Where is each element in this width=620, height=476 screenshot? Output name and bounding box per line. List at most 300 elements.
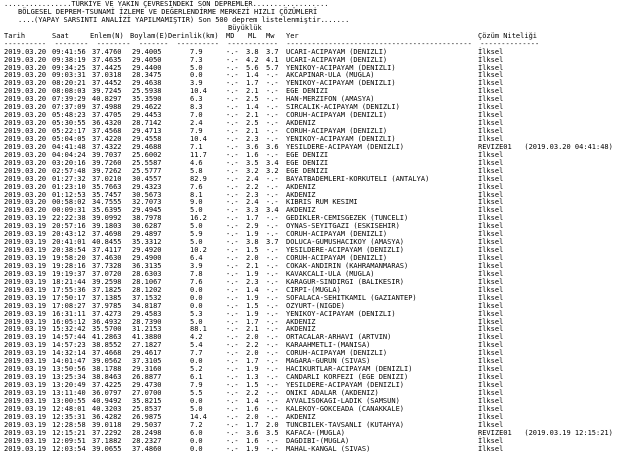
cell-date: 2019.03.19 [4, 277, 47, 286]
cell-md: -.- [226, 357, 239, 366]
cell-ml: 1.6 [246, 150, 259, 159]
cell-depth: 0.0 [190, 357, 203, 366]
cell-mw: -.- [266, 317, 279, 326]
cell-date: 2019.03.19 [4, 285, 47, 294]
cell-date: 2019.03.20 [4, 190, 47, 199]
cell-date: 2019.03.20 [4, 142, 47, 151]
cell-date: 2019.03.19 [4, 341, 47, 350]
cell-lat: 40.8455 [92, 238, 122, 247]
cell-place: AKDENIZ [286, 206, 316, 215]
cell-ml: 1.9 [246, 444, 259, 453]
cell-lon: 29.3160 [132, 365, 162, 374]
cell-ml: 1.4 [246, 71, 259, 80]
cell-quality: İlksel [478, 103, 504, 112]
cell-quality: İlksel [478, 381, 504, 389]
cell-lon: 29.4400 [132, 63, 162, 72]
cell-place: KAVAKCALI-ULA (MUGLA) [286, 269, 375, 278]
banner-subtitle: BÖLGESEL DEPREM-TSUNAMİ İZLEME VE DEĞERLENDİRME MERKEZİ HIZLI ÇÖZÜMLERİ [18, 7, 318, 16]
cell-ml: 3.6 [246, 142, 259, 151]
cell-time: 13:25:34 [52, 373, 86, 382]
cell-ml: 1.4 [246, 103, 259, 112]
cell-place: AKDENIZ [286, 317, 316, 326]
cell-md: -.- [226, 182, 239, 191]
cell-lon: 38.7978 [132, 214, 162, 223]
cell-time: 18:21:44 [52, 277, 86, 286]
cell-lat: 35.7663 [92, 182, 122, 191]
cell-quality: İlksel [478, 341, 504, 350]
cell-mw: -.- [266, 254, 279, 262]
cell-lat: 37.4668 [92, 349, 122, 358]
cell-lat: 39.7037 [92, 150, 122, 159]
cell-place: ORTACALAR-ARHAVI (ARTVIN) [286, 333, 392, 342]
cell-time: 05:04:05 [52, 134, 86, 143]
cell-depth: 5.8 [190, 166, 203, 175]
cell-depth: 10.2 [190, 246, 207, 255]
cell-lat: 37.9785 [92, 301, 122, 310]
cell-place: YENIKOY-ACIPAYAM (DENIZLI) [286, 134, 396, 143]
cell-place: AYVALISOKAGI-LADIK (SAMSUN) [286, 396, 400, 405]
cell-place: EGE DENIZI [286, 87, 329, 96]
cell-time: 05:22:17 [52, 127, 86, 135]
cell-place: MAGARA-GURUN (SIVAS) [286, 357, 371, 366]
cell-lon: 41.3880 [132, 333, 162, 342]
cell-mw: -.- [266, 381, 279, 389]
cell-date: 2019.03.20 [4, 158, 47, 167]
cell-date: 2019.03.20 [4, 63, 47, 72]
cell-time: 16:31:11 [52, 309, 86, 318]
cell-quality: İlksel [478, 309, 504, 318]
cell-mw: -.- [266, 71, 279, 80]
cell-md: -.- [226, 55, 239, 64]
cell-time: 12:15:21 [52, 428, 86, 437]
cell-quality: İlksel [478, 420, 504, 429]
cell-date: 2019.03.19 [4, 333, 47, 342]
cell-lon: 26.8877 [132, 373, 162, 382]
cell-quality: İlksel [478, 254, 504, 262]
cell-lon: 28.1067 [132, 277, 162, 286]
cell-place: AKCAPINAR-ULA (MUGLA) [286, 71, 375, 80]
cell-quality: İlksel [478, 79, 504, 88]
column-header-time: Saat [52, 31, 69, 40]
cell-lat: 39.7260 [92, 158, 122, 167]
cell-md: -.- [226, 293, 239, 302]
cell-md: -.- [226, 206, 239, 215]
cell-mw: -.- [266, 436, 279, 445]
cell-mw: -.- [266, 293, 279, 302]
cell-ml: 2.2 [246, 182, 259, 191]
cell-quality: İlksel [478, 349, 504, 358]
cell-date: 2019.03.19 [4, 246, 47, 255]
cell-time: 14:57:44 [52, 333, 86, 342]
cell-md: -.- [226, 111, 239, 120]
cell-lon: 30.5673 [132, 190, 162, 199]
cell-md: -.- [226, 119, 239, 128]
cell-place: KARAGUR-SINDIRGI (BALIKESIR) [286, 277, 405, 286]
cell-ml: 3.8 [246, 47, 259, 56]
cell-depth: 8.1 [190, 190, 203, 199]
cell-time: 07:39:29 [52, 95, 86, 104]
cell-lat: 36.4282 [92, 412, 122, 421]
cell-date: 2019.03.20 [4, 182, 47, 191]
cell-lon: 25.8537 [132, 404, 162, 413]
cell-time: 07:37:09 [52, 103, 86, 112]
cell-date: 2019.03.20 [4, 103, 47, 112]
cell-ml: 1.5 [246, 381, 259, 389]
cell-lat: 40.3203 [92, 404, 122, 413]
banner-line-3 [4, 17, 620, 25]
cell-lat: 37.4273 [92, 309, 122, 318]
cell-ml: 1.6 [246, 436, 259, 445]
cell-lat: 39.2598 [92, 277, 122, 286]
cell-place: AKDENIZ [286, 325, 316, 334]
cell-time: 02:57:48 [52, 166, 86, 175]
cell-mw: 3.4 [266, 206, 279, 215]
cell-lat: 39.1803 [92, 222, 122, 231]
cell-date: 2019.03.20 [4, 111, 47, 120]
cell-place: YENIKOY-ACIPAYAM (DENIZLI) [286, 309, 396, 318]
cell-depth: 82.9 [190, 174, 207, 183]
cell-mw: -.- [266, 214, 279, 223]
cell-lon: 29.4005 [132, 47, 162, 56]
cell-depth: 0.0 [190, 293, 203, 302]
cell-date: 2019.03.19 [4, 365, 47, 374]
cell-depth: 5.4 [190, 341, 203, 350]
cell-ml: 1.4 [246, 396, 259, 405]
cell-lat: 38.8463 [92, 373, 122, 382]
cell-lat: 36.4932 [92, 317, 122, 326]
cell-lat: 36.4320 [92, 119, 122, 128]
cell-quality: İlksel [478, 214, 504, 223]
cell-depth: 5.5 [190, 388, 203, 397]
cell-quality: İlksel [478, 412, 504, 421]
cell-date: 2019.03.19 [4, 420, 47, 429]
cell-place: SIRCALIK-ACIPAYAM (DENIZLI) [286, 103, 400, 112]
cell-depth: 5.0 [190, 206, 203, 215]
cell-ml: 2.0 [246, 333, 259, 342]
cell-place: TUNCBILEK-TAVSANLI (KUTAHYA) [286, 420, 405, 429]
cell-ml: 2.9 [246, 222, 259, 231]
cell-place: CORUH-ACIPAYAM (DENIZLI) [286, 349, 388, 358]
cell-lat: 37.4322 [92, 142, 122, 151]
cell-time: 08:08:03 [52, 87, 86, 96]
cell-md: -.- [226, 444, 239, 453]
cell-lat: 37.0210 [92, 174, 122, 183]
cell-lon: 28.7142 [132, 119, 162, 128]
cell-depth: 4.6 [190, 158, 203, 167]
cell-quality: İlksel [478, 150, 504, 159]
cell-md: -.- [226, 373, 239, 382]
cell-quality: İlksel [478, 261, 504, 270]
cell-date: 2019.03.19 [4, 269, 47, 278]
cell-mw: -.- [266, 111, 279, 120]
cell-mw: -.- [266, 341, 279, 350]
cell-lat: 37.4630 [92, 254, 122, 262]
cell-depth: 7.0 [190, 111, 203, 120]
cell-quality: İlksel [478, 436, 504, 445]
cell-place: CIRPI-(MUGLA) [286, 285, 341, 294]
cell-md: -.- [226, 396, 239, 405]
cell-md: -.- [226, 412, 239, 421]
cell-md: -.- [226, 309, 239, 318]
cell-time: 01:27:32 [52, 174, 86, 183]
cell-md: -.- [226, 230, 239, 239]
cell-ml: 2.3 [246, 134, 259, 143]
cell-quality: İlksel [478, 174, 504, 183]
cell-date: 2019.03.20 [4, 87, 47, 96]
cell-ml: 2.3 [246, 190, 259, 199]
cell-ml: 1.4 [246, 285, 259, 294]
cell-lon: 29.4050 [132, 55, 162, 64]
cell-lat: 39.7262 [92, 166, 122, 175]
cell-md: -.- [226, 261, 239, 270]
cell-depth: 7.1 [190, 142, 203, 151]
cell-md: -.- [226, 388, 239, 397]
cell-lat: 39.0118 [92, 420, 122, 429]
cell-lat: 35.5700 [92, 325, 122, 334]
cell-date: 2019.03.20 [4, 79, 47, 88]
cell-depth: 11.7 [190, 150, 207, 159]
cell-depth: 2.4 [190, 119, 203, 128]
cell-time: 09:38:19 [52, 55, 86, 64]
cell-time: 12:35:31 [52, 412, 86, 421]
cell-mw: -.- [266, 127, 279, 135]
cell-depth: 7.7 [190, 349, 203, 358]
cell-date: 2019.03.19 [4, 261, 47, 270]
cell-depth: 0.0 [190, 436, 203, 445]
column-header-depth: Derinlik(km) [168, 31, 219, 40]
cell-depth: 6.3 [190, 95, 203, 104]
cell-depth: 7.6 [190, 277, 203, 286]
cell-time: 15:32:42 [52, 325, 86, 334]
cell-date: 2019.03.19 [4, 222, 47, 231]
cell-time: 08:20:21 [52, 79, 86, 88]
cell-date: 2019.03.19 [4, 309, 47, 318]
cell-ml: 1.7 [246, 357, 259, 366]
cell-lon: 30.6287 [132, 222, 162, 231]
cell-md: -.- [226, 190, 239, 199]
cell-place: AKDENIZ [286, 182, 316, 191]
cell-md: -.- [226, 285, 239, 294]
cell-time: 20:41:01 [52, 238, 86, 247]
cell-lat: 40.9492 [92, 396, 122, 405]
cell-date: 2019.03.20 [4, 47, 47, 56]
cell-depth: 4.2 [190, 333, 203, 342]
cell-lon: 29.4920 [132, 246, 162, 255]
cell-place: MAHAL-KANGAL (SIVAS) [286, 444, 371, 453]
banner-title: ................TÜRKİYE VE YAKIN ÇEVRESİNDEKİ SON DEPREMLER.................. [4, 0, 329, 8]
cell-ml: 3.8 [246, 238, 259, 247]
cell-quality: İlksel [478, 365, 504, 374]
cell-lat: 37.4452 [92, 79, 122, 88]
cell-date: 2019.03.20 [4, 71, 47, 80]
cell-mw: -.- [266, 182, 279, 191]
cell-time: 04:04:24 [52, 150, 86, 159]
cell-mw: -.- [266, 269, 279, 278]
column-header-date: Tarih [4, 31, 26, 40]
cell-mw: -.- [266, 404, 279, 413]
cell-ml: 2.5 [246, 119, 259, 128]
cell-date: 2019.03.19 [4, 325, 47, 334]
cell-time: 19:58:20 [52, 254, 86, 262]
cell-place: KIBRIS RUM KESIMI [286, 198, 358, 207]
cell-time: 20:57:16 [52, 222, 86, 231]
cell-mw: -.- [266, 230, 279, 239]
cell-lon: 29.4453 [132, 111, 162, 120]
cell-ml: 5.6 [246, 63, 259, 72]
cell-date: 2019.03.19 [4, 230, 47, 239]
cell-place: DAGDIBI-(MUGLA) [286, 436, 350, 445]
cell-time: 13:00:55 [52, 396, 86, 405]
cell-md: -.- [226, 134, 239, 143]
cell-lat: 39.0655 [92, 444, 122, 453]
cell-md: -.- [226, 254, 239, 262]
cell-md: -.- [226, 325, 239, 334]
cell-mw: 4.1 [266, 55, 279, 64]
cell-time: 17:50:17 [52, 293, 86, 302]
cell-place: COKAK-ANDIRIN (KAHRAMANMARAS) [286, 261, 409, 270]
cell-lat: 37.0720 [92, 269, 122, 278]
cell-lon: 35.3312 [132, 238, 162, 247]
cell-date: 2019.03.19 [4, 388, 47, 397]
cell-ml: 2.4 [246, 198, 259, 207]
cell-lat: 35.7457 [92, 190, 122, 199]
cell-time: 00:09:31 [52, 206, 86, 215]
cell-lat: 38.1788 [92, 365, 122, 374]
cell-quality: İlksel [478, 222, 504, 231]
cell-time: 19:19:37 [52, 269, 86, 278]
cell-place: EGE DENIZI [286, 150, 329, 159]
cell-quality: İlksel [478, 111, 504, 120]
cell-mw: -.- [266, 309, 279, 318]
cell-md: -.- [226, 63, 239, 72]
column-header-ml: ML [248, 31, 257, 40]
cell-lon: 26.9875 [132, 412, 162, 421]
cell-mw: 2.0 [266, 420, 279, 429]
cell-ml: 1.3 [246, 373, 259, 382]
cell-lon: 28.7390 [132, 317, 162, 326]
cell-date: 2019.03.20 [4, 166, 47, 175]
cell-time: 13:20:49 [52, 381, 86, 389]
cell-mw: -.- [266, 246, 279, 255]
cell-md: -.- [226, 222, 239, 231]
cell-lat: 37.0318 [92, 71, 122, 80]
cell-depth: 8.3 [190, 103, 203, 112]
cell-date: 2019.03.20 [4, 95, 47, 104]
cell-lat: 37.7328 [92, 261, 122, 270]
cell-depth: 14.4 [190, 412, 207, 421]
cell-quality: İlksel [478, 277, 504, 286]
cell-place: ONIKI ADALAR (AKDENIZ) [286, 388, 379, 397]
cell-time: 04:41:48 [52, 142, 86, 151]
cell-quality: İlksel [478, 285, 504, 294]
cell-depth: 5.0 [190, 317, 203, 326]
cell-time: 13:50:56 [52, 365, 86, 374]
cell-time: 01:12:53 [52, 190, 86, 199]
cell-lon: 35.3590 [132, 95, 162, 104]
cell-quality: İlksel [478, 190, 504, 199]
cell-md: -.- [226, 436, 239, 445]
cell-lon: 29.4617 [132, 349, 162, 358]
cell-depth: 3.9 [190, 261, 203, 270]
cell-quality: İlksel [478, 127, 504, 135]
cell-place: YESILDERE-ACIPAYAM (DENIZLI) [286, 381, 405, 389]
cell-lat: 37.4705 [92, 111, 122, 120]
cell-mw: -.- [266, 174, 279, 183]
cell-place: YENIKOY-ACIPAYAM (DENIZLI) [286, 63, 396, 72]
cell-lon: 29.4713 [132, 127, 162, 135]
cell-lon: 28.2498 [132, 428, 162, 437]
cell-md: -.- [226, 238, 239, 247]
cell-md: -.- [226, 277, 239, 286]
cell-place: OZYURT-(NIGDE) [286, 301, 346, 310]
cell-ml: 3.2 [246, 166, 259, 175]
cell-ml: 2.0 [246, 412, 259, 421]
cell-time: 12:03:54 [52, 444, 86, 453]
cell-time: 00:58:02 [52, 198, 86, 207]
cell-mw: -.- [266, 285, 279, 294]
cell-place: OYNAS-SEYITGAZI (ESKISEHIR) [286, 222, 400, 231]
cell-ml: 4.2 [246, 55, 259, 64]
cell-quality: İlksel [478, 119, 504, 128]
cell-ml: 2.5 [246, 95, 259, 104]
cell-lon: 28.6303 [132, 269, 162, 278]
cell-date: 2019.03.20 [4, 55, 47, 64]
cell-time: 14:57:23 [52, 341, 86, 350]
cell-date: 2019.03.19 [4, 357, 47, 366]
cell-lon: 32.7073 [132, 198, 162, 207]
cell-mw: -.- [266, 444, 279, 453]
cell-lat: 37.4635 [92, 55, 122, 64]
cell-mw: -.- [266, 261, 279, 270]
cell-ml: 2.1 [246, 111, 259, 120]
cell-quality: İlksel [478, 166, 504, 175]
cell-lon: 29.4945 [132, 206, 162, 215]
cell-date: 2019.03.19 [4, 412, 47, 421]
cell-time: 03:20:16 [52, 158, 86, 167]
cell-depth: 0.0 [190, 301, 203, 310]
cell-lon: 25.5938 [132, 87, 162, 96]
cell-place: UCARI-ACIPAYAM (DENIZLI) [286, 55, 388, 64]
cell-mw: 3.4 [266, 158, 279, 167]
cell-place: AKDENIZ [286, 190, 316, 199]
cell-depth: 3.9 [190, 79, 203, 88]
cell-time: 17:08:27 [52, 301, 86, 310]
cell-quality: İlksel [478, 198, 504, 207]
cell-mw: 3.5 [266, 428, 279, 437]
cell-depth: 7.2 [190, 420, 203, 429]
cell-lon: 25.6002 [132, 150, 162, 159]
cell-ml: 3.6 [246, 428, 259, 437]
cell-lat: 38.8552 [92, 341, 122, 350]
cell-mw: -.- [266, 190, 279, 199]
column-header-lon: Boylam(E) [130, 31, 168, 40]
column-header-md: MD [226, 31, 235, 40]
cell-md: -.- [226, 246, 239, 255]
cell-md: -.- [226, 71, 239, 80]
cell-date: 2019.03.19 [4, 373, 47, 382]
cell-lon: 34.8187 [132, 301, 162, 310]
cell-quality: İlksel [478, 182, 504, 191]
cell-md: -.- [226, 317, 239, 326]
cell-md: -.- [226, 87, 239, 96]
cell-quality: İlksel [478, 158, 504, 167]
cell-lat: 39.7245 [92, 87, 122, 96]
cell-quality: İlksel [478, 325, 504, 334]
cell-lat: 39.0992 [92, 214, 122, 223]
cell-md: -.- [226, 95, 239, 104]
cell-quality: İlksel [478, 134, 504, 143]
cell-mw: -.- [266, 277, 279, 286]
